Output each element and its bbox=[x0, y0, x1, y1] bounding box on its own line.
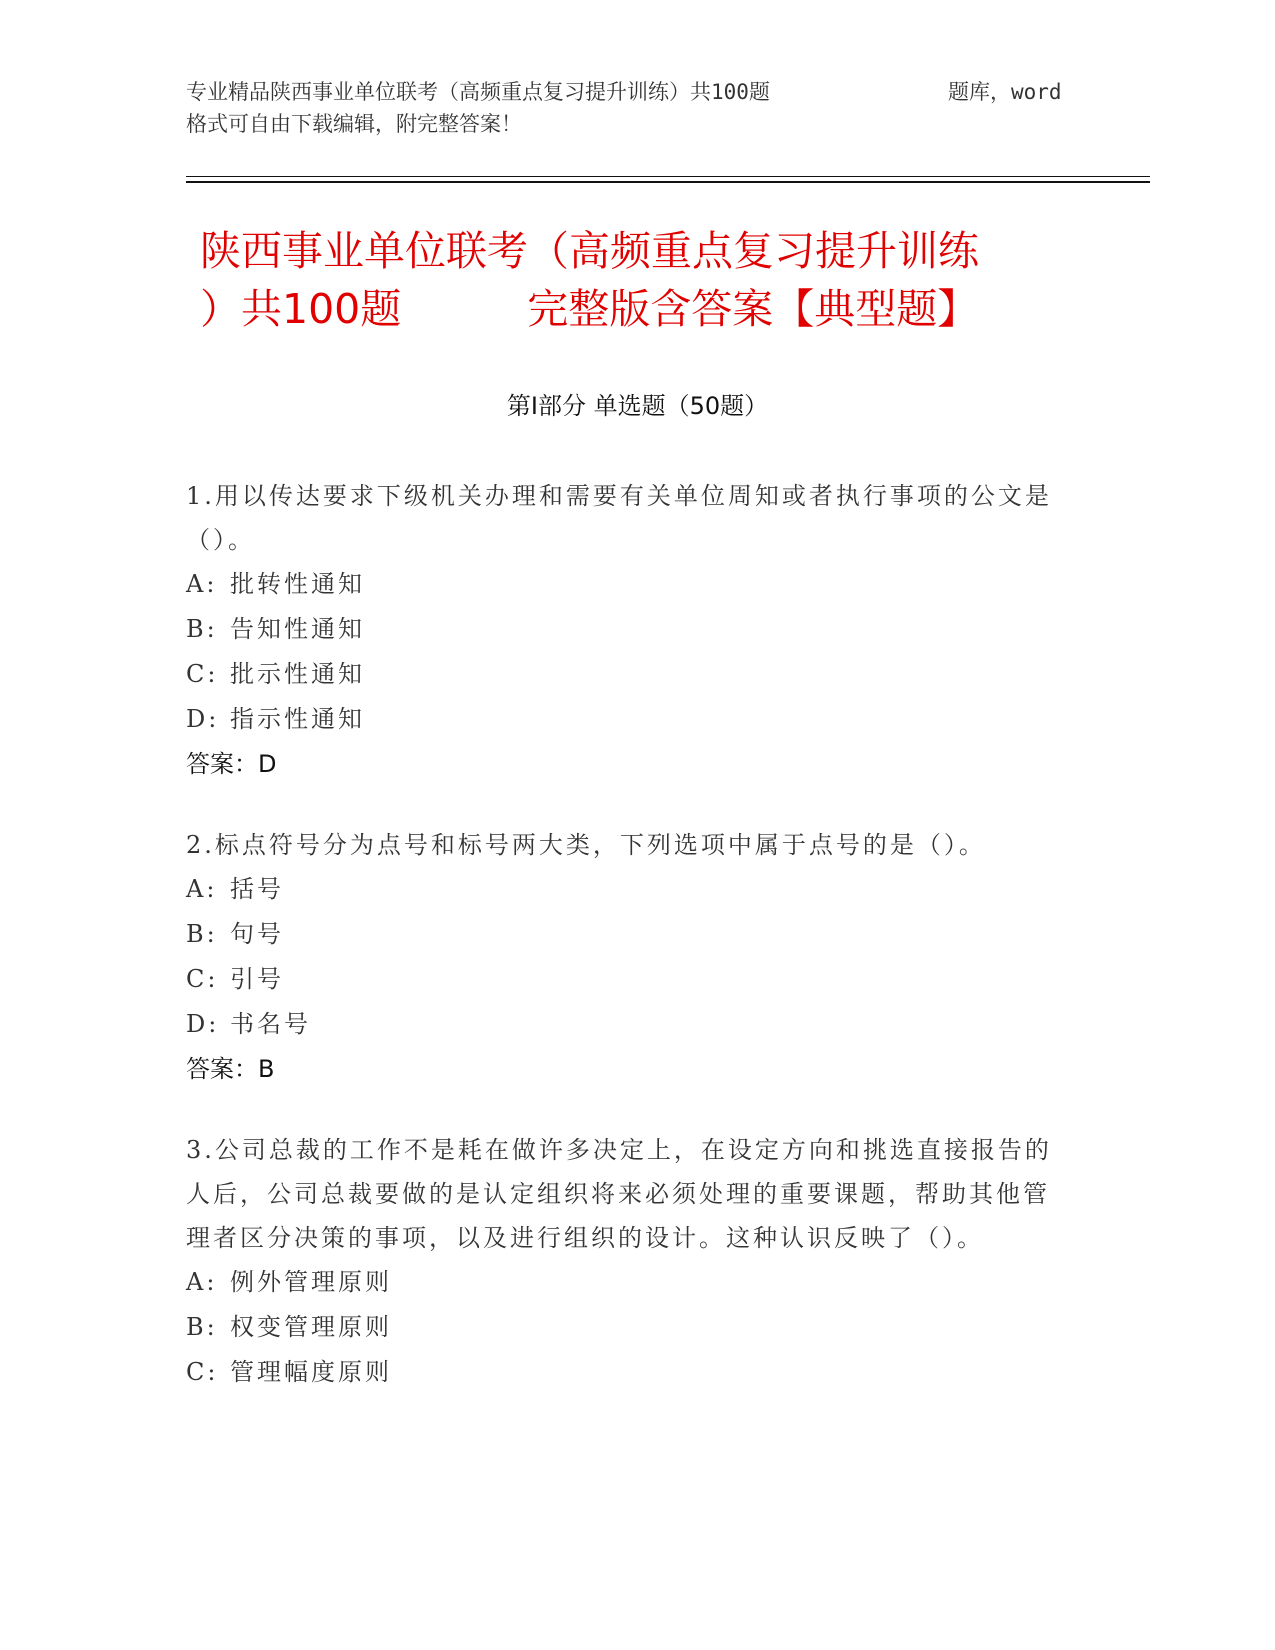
title-line2 bbox=[200, 280, 1080, 338]
answer: 答案：B bbox=[186, 1055, 275, 1083]
option-key: A: bbox=[186, 875, 218, 903]
option-key: A: bbox=[186, 1268, 218, 1296]
question-2 bbox=[186, 823, 1056, 1092]
option-key: A: bbox=[186, 570, 218, 598]
option-d bbox=[186, 697, 1056, 742]
option-a bbox=[186, 1260, 1056, 1305]
option-c bbox=[186, 1350, 1056, 1395]
option-key: D: bbox=[186, 705, 220, 733]
option-key: D: bbox=[186, 1010, 220, 1038]
header-line1-left: 专业精品陕西事业单位联考（高频重点复习提升训练）共100题 bbox=[186, 80, 770, 104]
option-text: 告知性通知 bbox=[230, 615, 365, 643]
option-c bbox=[186, 652, 1056, 697]
option-key: B: bbox=[186, 1313, 218, 1341]
header-divider-thin bbox=[186, 176, 1150, 177]
question-stem: 3.公司总裁的工作不是耗在做许多决定上，在设定方向和挑选直接报告的人后，公司总裁要做的是认定组织将来必须处理的重要课题，帮助其他管理者区分决策的事项，以及进行组织的设计。这种认识反映了（）。 bbox=[186, 1136, 1052, 1252]
option-text: 批示性通知 bbox=[230, 660, 365, 688]
option-key: C: bbox=[186, 660, 219, 688]
option-b bbox=[186, 1305, 1056, 1350]
header-line2: 格式可自由下载编辑，附完整答案！ bbox=[186, 112, 522, 136]
option-text: 书名号 bbox=[230, 1010, 311, 1038]
header-divider-thick bbox=[186, 181, 1150, 183]
option-key: B: bbox=[186, 615, 218, 643]
question-list bbox=[186, 474, 1056, 1431]
option-key: B: bbox=[186, 920, 218, 948]
option-text: 管理幅度原则 bbox=[230, 1358, 392, 1386]
question-1 bbox=[186, 474, 1056, 787]
title-line1: 陕西事业单位联考（高频重点复习提升训练 bbox=[200, 227, 979, 275]
option-text: 例外管理原则 bbox=[230, 1268, 392, 1296]
option-text: 引号 bbox=[230, 965, 284, 993]
option-text: 批转性通知 bbox=[230, 570, 365, 598]
option-text: 句号 bbox=[230, 920, 284, 948]
option-a bbox=[186, 562, 1056, 607]
option-c bbox=[186, 957, 1056, 1002]
question-stem: 1.用以传达要求下级机关办理和需要有关单位周知或者执行事项的公文是（）。 bbox=[186, 482, 1052, 554]
option-a bbox=[186, 867, 1056, 912]
option-text: 指示性通知 bbox=[230, 705, 365, 733]
option-text: 括号 bbox=[230, 875, 284, 903]
question-stem: 2.标点符号分为点号和标号两大类，下列选项中属于点号的是（）。 bbox=[186, 831, 986, 859]
option-b bbox=[186, 912, 1056, 957]
title-line2-right: 完整版含答案【典型题】 bbox=[527, 285, 979, 333]
question-3 bbox=[186, 1128, 1056, 1395]
page-header bbox=[186, 76, 1086, 140]
section-title: 第Ⅰ部分 单选题（50题） bbox=[506, 392, 769, 420]
header-line1-right: 题库，word bbox=[948, 80, 1062, 104]
option-d bbox=[186, 1002, 1056, 1047]
option-text: 权变管理原则 bbox=[230, 1313, 392, 1341]
title-line2-left: ）共100题 bbox=[200, 285, 402, 333]
option-b bbox=[186, 607, 1056, 652]
document-title bbox=[200, 222, 1080, 338]
option-key: C: bbox=[186, 1358, 219, 1386]
option-key: C: bbox=[186, 965, 219, 993]
answer: 答案：D bbox=[186, 750, 277, 778]
